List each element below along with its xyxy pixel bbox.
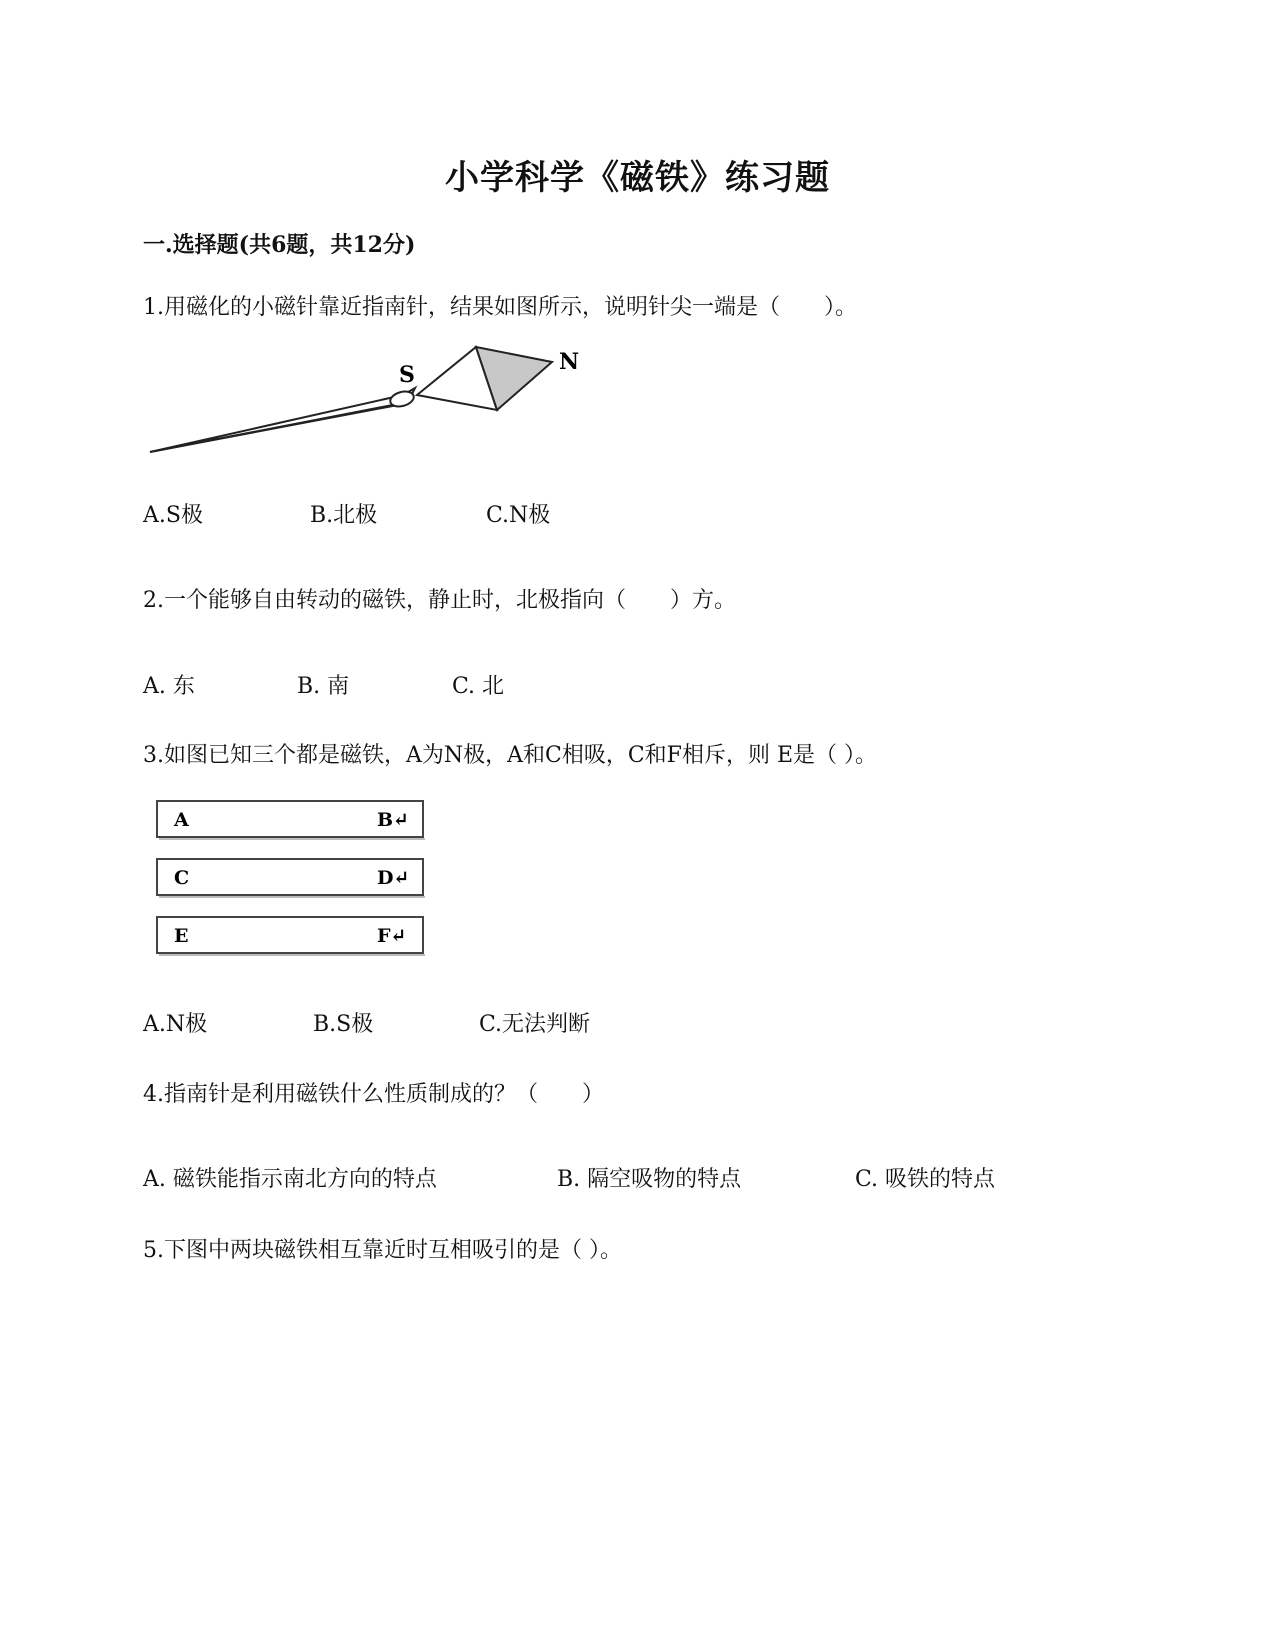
question-5-text: 5.下图中两块磁铁相互靠近时互相吸引的是（ ）。 [143,1238,622,1263]
north-label: N [559,349,580,375]
q3-option-b: B.S极 [313,1012,374,1037]
q4-option-b: B. 隔空吸物的特点 [557,1167,742,1192]
q3-option-c: C.无法判断 [479,1012,591,1037]
south-label: S [399,362,415,388]
magnets-figure [150,795,435,965]
section-heading: 一.选择题(共6题，共12分) [143,232,416,258]
magnet-c-label: C [174,867,190,889]
q4-option-c: C. 吸铁的特点 [855,1167,996,1192]
question-4-text: 4.指南针是利用磁铁什么性质制成的？（ ） [143,1082,604,1107]
magnet-ef [157,917,425,955]
q4-option-a: A. 磁铁能指示南北方向的特点 [143,1167,437,1192]
q2-option-c: C. 北 [452,674,505,699]
magnet-e-label: E [174,925,189,947]
magnet-cd [157,859,425,897]
magnet-a-label: A [174,809,189,831]
needle-eye-icon [389,389,416,409]
magnet-ab [157,801,425,839]
magnet-b-label: B↵ [377,809,409,831]
question-3-text: 3.如图已知三个都是磁铁，A为N极，A和C相吸，C和F相斥，则 E是（ ）。 [143,743,877,768]
q2-option-a: A. 东 [143,674,195,699]
q1-option-b: B.北极 [310,503,378,528]
needle-icon [150,388,415,452]
magnet-f-label: F↵ [377,925,407,947]
magnet-d-label: D↵ [377,867,410,889]
q1-option-c: C.N极 [486,503,551,528]
page-title: 小学科学《磁铁》练习题 [445,158,830,198]
q2-option-b: B. 南 [297,674,350,699]
q1-option-a: A.S极 [143,503,203,528]
question-1-text: 1.用磁化的小磁针靠近指南针，结果如图所示，说明针尖一端是（ ）。 [143,295,857,320]
question-2-text: 2.一个能够自由转动的磁铁，静止时，北极指向（ ）方。 [143,588,736,613]
needle-compass-figure [140,340,600,465]
q3-option-a: A.N极 [143,1012,208,1037]
